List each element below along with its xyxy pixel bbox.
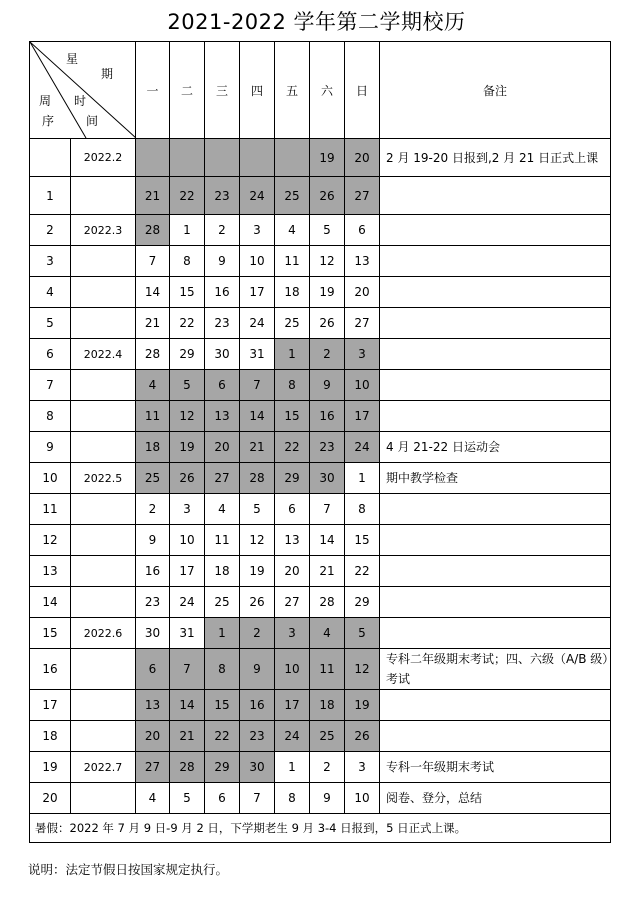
date-cell: 31 — [170, 618, 205, 649]
remark-cell — [380, 690, 611, 721]
date-cell — [136, 139, 170, 177]
date-cell: 10 — [275, 649, 310, 690]
week-number-cell: 4 — [30, 277, 71, 308]
date-cell: 15 — [205, 690, 240, 721]
month-period-cell — [71, 432, 136, 463]
header-row — [30, 42, 611, 139]
date-cell: 28 — [170, 752, 205, 783]
date-cell: 3 — [240, 215, 275, 246]
week-number-cell: 17 — [30, 690, 71, 721]
month-period-cell — [71, 649, 136, 690]
week-number-cell: 15 — [30, 618, 71, 649]
week-number-cell: 8 — [30, 401, 71, 432]
date-cell: 9 — [205, 246, 240, 277]
summer-vacation-note: 暑假：2022 年 7 月 9 日-9 月 2 日，下学期老生 9 月 3-4 日报到，5 日正式上课。 — [30, 814, 611, 843]
date-cell: 5 — [240, 494, 275, 525]
date-cell: 2 — [240, 618, 275, 649]
date-cell: 7 — [170, 649, 205, 690]
date-cell: 11 — [205, 525, 240, 556]
date-cell: 11 — [136, 401, 170, 432]
date-cell: 9 — [240, 649, 275, 690]
month-period-cell: 2022.2 — [71, 139, 136, 177]
date-cell: 23 — [205, 308, 240, 339]
date-cell — [170, 139, 205, 177]
date-cell: 1 — [275, 339, 310, 370]
table-row — [30, 463, 611, 494]
remark-cell — [380, 494, 611, 525]
date-cell: 18 — [205, 556, 240, 587]
date-cell: 23 — [205, 177, 240, 215]
week-number-cell: 5 — [30, 308, 71, 339]
date-cell: 10 — [240, 246, 275, 277]
remark-cell — [380, 215, 611, 246]
week-number-cell: 1 — [30, 177, 71, 215]
month-period-cell — [71, 556, 136, 587]
date-cell: 28 — [136, 215, 170, 246]
date-cell: 25 — [275, 177, 310, 215]
week-number-cell: 3 — [30, 246, 71, 277]
date-cell: 24 — [240, 308, 275, 339]
week-number-cell: 10 — [30, 463, 71, 494]
month-period-cell — [71, 401, 136, 432]
month-period-cell — [71, 177, 136, 215]
table-row — [30, 752, 611, 783]
date-cell: 30 — [240, 752, 275, 783]
date-cell: 25 — [275, 308, 310, 339]
date-cell: 30 — [310, 463, 345, 494]
date-cell: 14 — [310, 525, 345, 556]
date-cell: 13 — [205, 401, 240, 432]
date-cell: 11 — [275, 246, 310, 277]
header-day-fri: 五 — [275, 42, 310, 139]
header-day-sun: 日 — [345, 42, 380, 139]
date-cell: 23 — [136, 587, 170, 618]
week-number-cell: 2 — [30, 215, 71, 246]
date-cell: 29 — [170, 339, 205, 370]
remark-cell: 期中教学检查 — [380, 463, 611, 494]
date-cell: 14 — [240, 401, 275, 432]
header-xing: 星 — [66, 52, 79, 66]
table-row — [30, 432, 611, 463]
remark-cell: 4 月 21-22 日运动会 — [380, 432, 611, 463]
date-cell: 28 — [136, 339, 170, 370]
date-cell: 29 — [275, 463, 310, 494]
remark-cell — [380, 339, 611, 370]
header-shi: 时 — [74, 94, 87, 108]
date-cell: 19 — [240, 556, 275, 587]
date-cell: 4 — [136, 783, 170, 814]
month-period-cell: 2022.7 — [71, 752, 136, 783]
week-number-cell: 6 — [30, 339, 71, 370]
date-cell: 3 — [275, 618, 310, 649]
date-cell: 1 — [275, 752, 310, 783]
remark-cell: 专科二年级期末考试；四、六级（A/B 级）考试 — [380, 649, 611, 690]
week-number-cell: 18 — [30, 721, 71, 752]
week-number-cell: 19 — [30, 752, 71, 783]
date-cell: 5 — [345, 618, 380, 649]
date-cell — [275, 139, 310, 177]
date-cell: 22 — [170, 308, 205, 339]
table-row — [30, 556, 611, 587]
date-cell: 3 — [345, 752, 380, 783]
date-cell: 17 — [170, 556, 205, 587]
school-calendar-table — [29, 41, 611, 843]
date-cell: 3 — [345, 339, 380, 370]
month-period-cell — [71, 494, 136, 525]
date-cell: 27 — [275, 587, 310, 618]
date-cell: 29 — [345, 587, 380, 618]
month-period-cell — [71, 587, 136, 618]
remark-cell — [380, 308, 611, 339]
month-period-cell: 2022.6 — [71, 618, 136, 649]
date-cell: 4 — [205, 494, 240, 525]
date-cell: 24 — [275, 721, 310, 752]
date-cell: 20 — [345, 277, 380, 308]
date-cell: 6 — [205, 370, 240, 401]
date-cell: 28 — [310, 587, 345, 618]
month-period-cell — [71, 721, 136, 752]
date-cell: 7 — [136, 246, 170, 277]
date-cell: 26 — [310, 308, 345, 339]
date-cell: 27 — [345, 177, 380, 215]
remark-cell — [380, 556, 611, 587]
table-row — [30, 783, 611, 814]
date-cell: 24 — [240, 177, 275, 215]
table-row — [30, 139, 611, 177]
header-day-wed: 三 — [205, 42, 240, 139]
date-cell: 17 — [240, 277, 275, 308]
header-day-sat: 六 — [310, 42, 345, 139]
table-row — [30, 401, 611, 432]
week-number-cell: 9 — [30, 432, 71, 463]
date-cell: 21 — [136, 308, 170, 339]
date-cell: 4 — [310, 618, 345, 649]
date-cell: 31 — [240, 339, 275, 370]
header-day-thu: 四 — [240, 42, 275, 139]
date-cell: 6 — [345, 215, 380, 246]
date-cell: 14 — [136, 277, 170, 308]
month-period-cell — [71, 277, 136, 308]
date-cell: 8 — [205, 649, 240, 690]
month-period-cell — [71, 246, 136, 277]
table-row — [30, 215, 611, 246]
date-cell — [240, 139, 275, 177]
date-cell: 19 — [310, 139, 345, 177]
date-cell: 22 — [275, 432, 310, 463]
date-cell: 26 — [240, 587, 275, 618]
month-period-cell — [71, 783, 136, 814]
remark-cell — [380, 721, 611, 752]
week-number-cell: 7 — [30, 370, 71, 401]
date-cell: 6 — [275, 494, 310, 525]
table-row — [30, 618, 611, 649]
header-remark: 备注 — [380, 42, 611, 139]
month-period-cell — [71, 370, 136, 401]
date-cell: 21 — [240, 432, 275, 463]
month-period-cell — [71, 690, 136, 721]
table-row — [30, 246, 611, 277]
month-period-cell: 2022.3 — [71, 215, 136, 246]
date-cell: 14 — [170, 690, 205, 721]
date-cell: 21 — [170, 721, 205, 752]
date-cell: 13 — [345, 246, 380, 277]
remark-cell — [380, 370, 611, 401]
date-cell: 30 — [205, 339, 240, 370]
page-title: 2021-2022 学年第二学期校历 — [167, 10, 466, 34]
date-cell: 9 — [310, 783, 345, 814]
date-cell: 3 — [170, 494, 205, 525]
week-number-cell: 20 — [30, 783, 71, 814]
date-cell: 30 — [136, 618, 170, 649]
table-row — [30, 649, 611, 690]
date-cell: 2 — [310, 339, 345, 370]
date-cell: 10 — [345, 370, 380, 401]
date-cell: 20 — [205, 432, 240, 463]
date-cell: 25 — [136, 463, 170, 494]
remark-cell — [380, 401, 611, 432]
table-row — [30, 721, 611, 752]
table-row — [30, 308, 611, 339]
date-cell: 12 — [240, 525, 275, 556]
date-cell: 9 — [136, 525, 170, 556]
date-cell: 7 — [240, 370, 275, 401]
date-cell: 25 — [310, 721, 345, 752]
explanation-note: 说明：法定节假日按国家规定执行。 — [28, 862, 229, 877]
date-cell: 26 — [345, 721, 380, 752]
date-cell: 15 — [345, 525, 380, 556]
remark-cell — [380, 246, 611, 277]
remark-cell: 专科一年级期末考试 — [380, 752, 611, 783]
header-jian: 间 — [86, 114, 99, 128]
date-cell — [205, 139, 240, 177]
table-row — [30, 370, 611, 401]
date-cell: 11 — [310, 649, 345, 690]
date-cell: 2 — [205, 215, 240, 246]
remark-cell: 2 月 19-20 日报到,2 月 21 日正式上课 — [380, 139, 611, 177]
date-cell: 27 — [345, 308, 380, 339]
diagonal-header-cell — [30, 42, 136, 139]
date-cell: 18 — [275, 277, 310, 308]
date-cell: 27 — [205, 463, 240, 494]
date-cell: 12 — [170, 401, 205, 432]
date-cell: 8 — [275, 783, 310, 814]
remark-cell: 阅卷、登分，总结 — [380, 783, 611, 814]
date-cell: 8 — [345, 494, 380, 525]
date-cell: 18 — [310, 690, 345, 721]
week-number-cell — [30, 139, 71, 177]
date-cell: 26 — [170, 463, 205, 494]
date-cell: 21 — [310, 556, 345, 587]
date-cell: 1 — [205, 618, 240, 649]
date-cell: 1 — [170, 215, 205, 246]
date-cell: 16 — [205, 277, 240, 308]
date-cell: 22 — [205, 721, 240, 752]
date-cell: 19 — [170, 432, 205, 463]
date-cell: 5 — [310, 215, 345, 246]
month-period-cell: 2022.5 — [71, 463, 136, 494]
table-row — [30, 690, 611, 721]
header-xu: 序 — [42, 114, 55, 128]
footer-row — [30, 814, 611, 843]
date-cell: 18 — [136, 432, 170, 463]
date-cell: 25 — [205, 587, 240, 618]
table-row — [30, 277, 611, 308]
month-period-cell — [71, 308, 136, 339]
header-day-tue: 二 — [170, 42, 205, 139]
date-cell: 23 — [310, 432, 345, 463]
header-zhou: 周 — [39, 94, 52, 108]
date-cell: 19 — [310, 277, 345, 308]
week-number-cell: 11 — [30, 494, 71, 525]
date-cell: 26 — [310, 177, 345, 215]
date-cell: 16 — [240, 690, 275, 721]
table-row — [30, 339, 611, 370]
table-row — [30, 525, 611, 556]
date-cell: 13 — [136, 690, 170, 721]
date-cell: 15 — [275, 401, 310, 432]
remark-cell — [380, 177, 611, 215]
date-cell: 12 — [310, 246, 345, 277]
remark-cell — [380, 277, 611, 308]
date-cell: 29 — [205, 752, 240, 783]
date-cell: 4 — [275, 215, 310, 246]
month-period-cell — [71, 525, 136, 556]
date-cell: 7 — [310, 494, 345, 525]
date-cell: 1 — [345, 463, 380, 494]
date-cell: 24 — [345, 432, 380, 463]
date-cell: 2 — [310, 752, 345, 783]
date-cell: 24 — [170, 587, 205, 618]
date-cell: 20 — [136, 721, 170, 752]
date-cell: 21 — [136, 177, 170, 215]
date-cell: 9 — [310, 370, 345, 401]
date-cell: 23 — [240, 721, 275, 752]
week-number-cell: 13 — [30, 556, 71, 587]
date-cell: 2 — [136, 494, 170, 525]
date-cell: 8 — [170, 246, 205, 277]
date-cell: 12 — [345, 649, 380, 690]
week-number-cell: 12 — [30, 525, 71, 556]
header-day-mon: 一 — [136, 42, 170, 139]
date-cell: 7 — [240, 783, 275, 814]
remark-cell — [380, 587, 611, 618]
table-row — [30, 587, 611, 618]
date-cell: 16 — [136, 556, 170, 587]
date-cell: 22 — [170, 177, 205, 215]
date-cell: 6 — [205, 783, 240, 814]
remark-cell — [380, 618, 611, 649]
week-number-cell: 14 — [30, 587, 71, 618]
date-cell: 15 — [170, 277, 205, 308]
remark-cell — [380, 525, 611, 556]
date-cell: 22 — [345, 556, 380, 587]
date-cell: 19 — [345, 690, 380, 721]
week-number-cell: 16 — [30, 649, 71, 690]
table-row — [30, 177, 611, 215]
date-cell: 8 — [275, 370, 310, 401]
header-qi: 期 — [101, 67, 114, 81]
date-cell: 20 — [345, 139, 380, 177]
date-cell: 17 — [345, 401, 380, 432]
month-period-cell: 2022.4 — [71, 339, 136, 370]
date-cell: 6 — [136, 649, 170, 690]
date-cell: 4 — [136, 370, 170, 401]
date-cell: 16 — [310, 401, 345, 432]
date-cell: 5 — [170, 783, 205, 814]
date-cell: 10 — [170, 525, 205, 556]
date-cell: 5 — [170, 370, 205, 401]
date-cell: 20 — [275, 556, 310, 587]
date-cell: 28 — [240, 463, 275, 494]
date-cell: 17 — [275, 690, 310, 721]
date-cell: 27 — [136, 752, 170, 783]
table-row — [30, 494, 611, 525]
date-cell: 13 — [275, 525, 310, 556]
date-cell: 10 — [345, 783, 380, 814]
